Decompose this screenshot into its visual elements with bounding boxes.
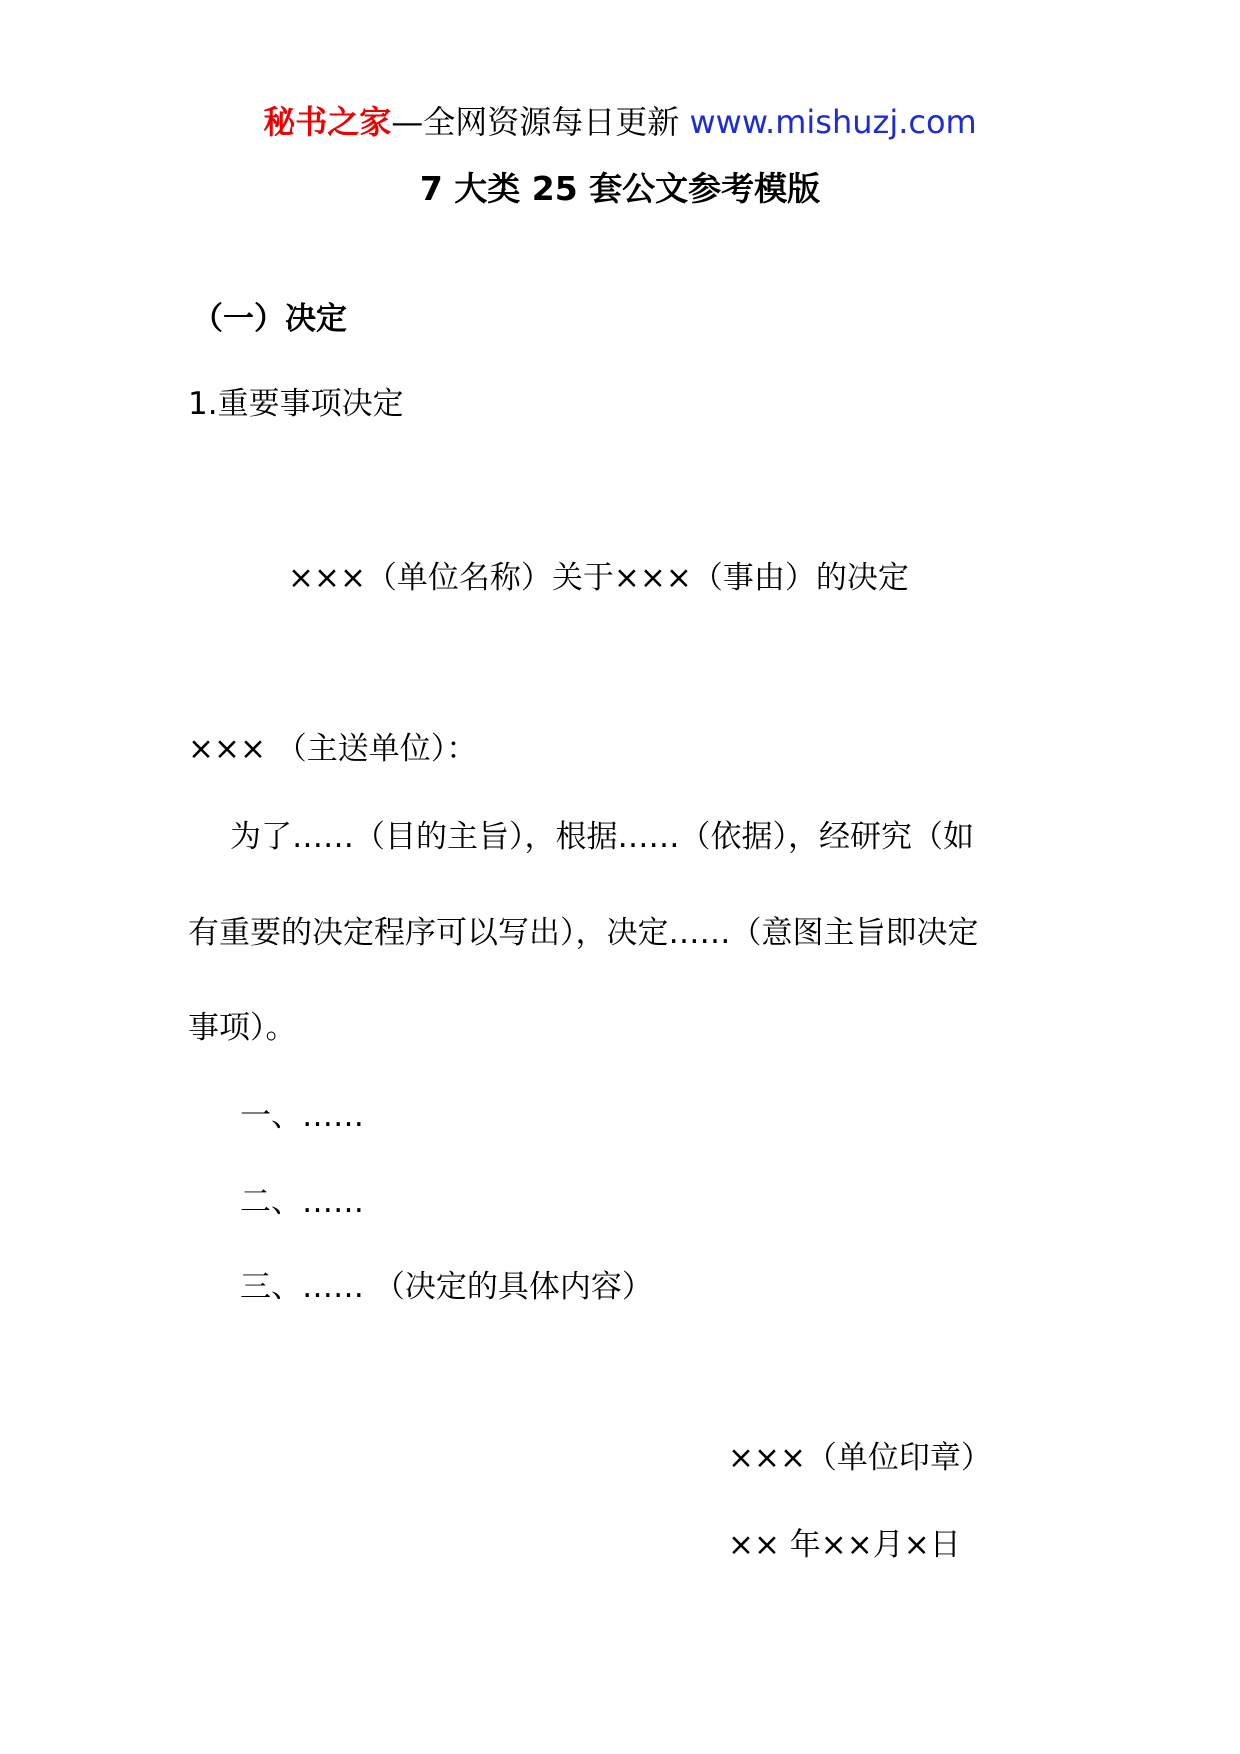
document-title: 7 大类 25 套公文参考模版 — [419, 169, 821, 208]
signature-date: ×× 年××月×日 — [728, 1527, 961, 1563]
recipient-line: ××× （主送单位）： — [188, 731, 478, 767]
site-banner — [0, 103, 1240, 141]
body-line-2: 有重要的决定程序可以写出），决定……（意图主旨即决定 — [188, 915, 979, 951]
list-item-2: 二、…… — [240, 1184, 364, 1220]
list-item-1: 一、…… — [240, 1098, 364, 1134]
body-line-3: 事项）。 — [188, 1010, 297, 1046]
list-item-3: 三、…… （决定的具体内容） — [240, 1269, 653, 1305]
banner-tagline: —全网资源每日更新 — [391, 103, 680, 141]
brand-name: 秘书之家 — [263, 103, 392, 141]
section-heading: （一）决定 — [192, 301, 347, 337]
template-title: ×××（单位名称）关于×××（事由）的决定 — [288, 560, 909, 596]
item-heading: 1.重要事项决定 — [188, 386, 404, 422]
site-url-link[interactable]: www.mishuzj.com — [689, 103, 977, 141]
body-line-1: 为了……（目的主旨），根据……（依据），经研究（如 — [230, 819, 974, 855]
signature-seal: ×××（单位印章） — [728, 1440, 992, 1476]
